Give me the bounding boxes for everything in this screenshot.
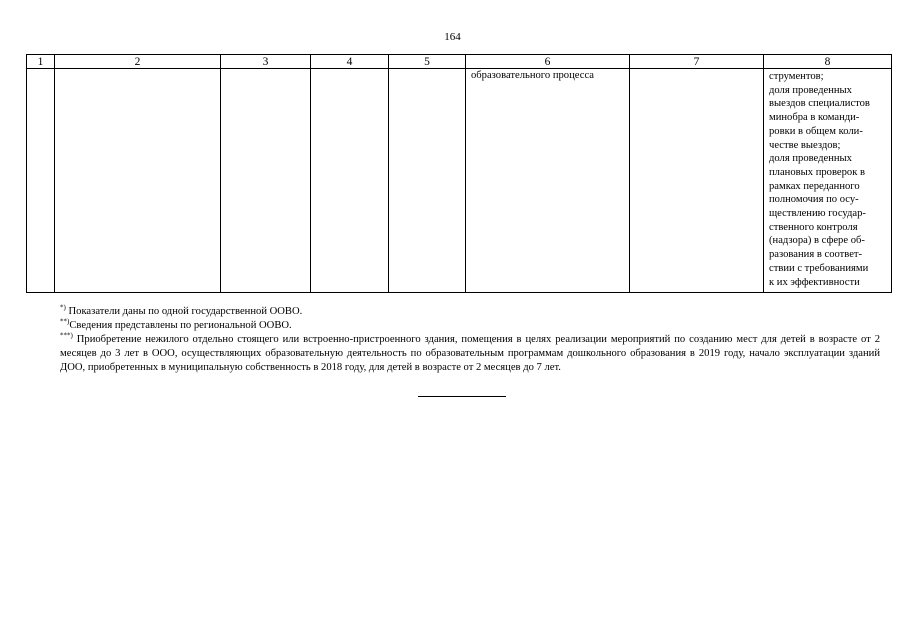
footnote-mark: *)	[60, 303, 66, 312]
footnote-1	[60, 305, 880, 319]
cell-line: ствии с требованиями	[769, 262, 869, 274]
footnote-3	[60, 333, 880, 375]
cell-line: разования в соответ-	[769, 249, 863, 261]
cell-col-2	[55, 69, 221, 293]
cell-col-1	[27, 69, 55, 293]
cell-line: полномочия по осу-	[769, 194, 859, 206]
cell-line: к их эффективности	[769, 276, 860, 288]
column-header-5: 5	[389, 55, 466, 69]
header-row	[27, 55, 892, 69]
cell-line: плановых проверок в	[769, 166, 865, 178]
footnote-text: Приобретение нежилого отдельно стоящего или встроенно-пристроенного здания, помещения в целях реализации мероприятий по созданию мест для детей в возрасте от 2 месяцев до 3 лет в ООО, осуществляющих образовательную деятельность по образовательным программам дошкольного образования в 2019 году, начало эксплуатации зданий ДОО, приобретенных в муниципальную собственность в 2018 году, для детей в возрасте от 2 месяцев до 7 лет.	[60, 334, 880, 373]
table-row	[27, 69, 892, 293]
footnote-text: Показатели даны по одной государственной ООВО.	[65, 306, 303, 317]
cell-line: ровки в общем коли-	[769, 125, 863, 137]
cell-line: доля проведенных	[769, 153, 852, 165]
cell-line: рамках переданного	[769, 180, 860, 192]
cell-col-8	[764, 69, 892, 293]
cell-line: честве выездов;	[769, 139, 841, 151]
cell-col-4	[311, 69, 389, 293]
footnote-text: Сведения представлены по региональной ООВО.	[69, 320, 292, 331]
column-header-7: 7	[630, 55, 764, 69]
column-header-1: 1	[27, 55, 55, 69]
column-header-4: 4	[311, 55, 389, 69]
column-header-8: 8	[764, 55, 892, 69]
cell-line: (надзора) в сфере об-	[769, 235, 865, 247]
data-table	[26, 54, 892, 293]
cell-line: доля проведенных	[769, 84, 852, 96]
column-header-3: 3	[221, 55, 311, 69]
cell-line: струментов;	[769, 71, 824, 82]
footnote-mark: **)	[60, 317, 70, 326]
cell-col-6: образовательного процесса	[466, 69, 630, 293]
column-header-2: 2	[55, 55, 221, 69]
cell-line: выездов специалистов	[769, 98, 870, 110]
footnotes	[60, 305, 880, 375]
page-number: 164	[444, 31, 461, 43]
column-header-6: 6	[466, 55, 630, 69]
separator-rule	[418, 396, 506, 397]
footnote-2	[60, 319, 880, 333]
cell-line: ществлению государ-	[769, 208, 866, 220]
cell-col-7	[630, 69, 764, 293]
footnote-mark: ***)	[60, 331, 73, 340]
cell-col-3	[221, 69, 311, 293]
cell-line: минобра в команди-	[769, 112, 860, 124]
cell-col-5	[389, 69, 466, 293]
cell-line: ственного контроля	[769, 221, 858, 233]
